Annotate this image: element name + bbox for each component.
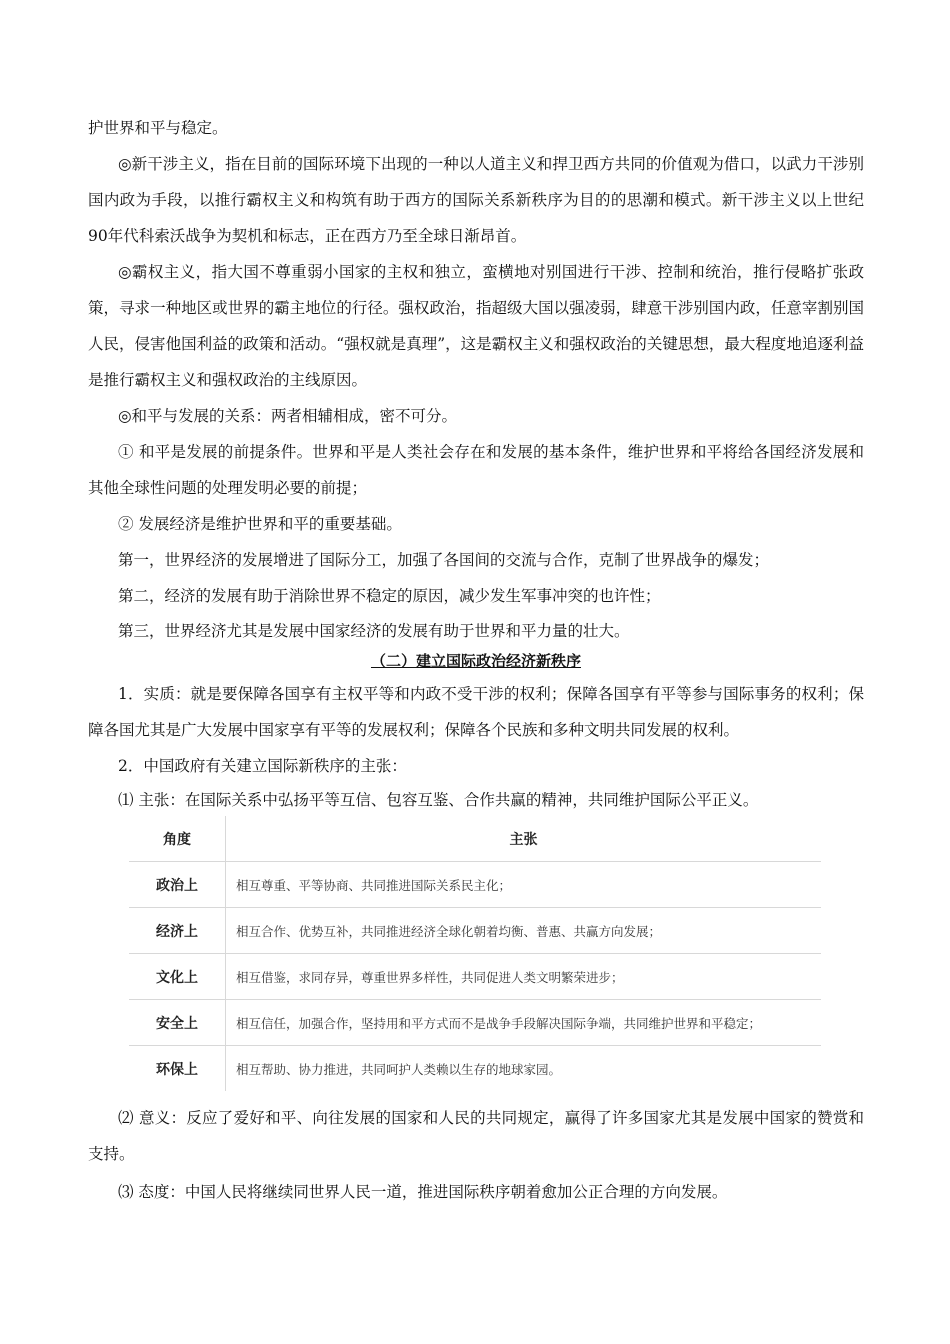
paragraph-point-1: ① 和平是发展的前提条件。世界和平是人类社会存在和发展的基本条件，维护世界和平将给各国经济发展和其他全球性问题的处理发明必要的前提；: [88, 443, 864, 497]
table-header-angle: 角度: [129, 816, 226, 862]
table-cell-claim: 相互尊重、平等协商、共同推进国际关系民主化；: [226, 862, 822, 908]
paragraph-second: 第二，经济的发展有助于消除世界不稳定的原因，减少发生军事冲突的也许性；: [118, 587, 661, 605]
paragraph-claims-title: 2．中国政府有关建立国际新秩序的主张：: [118, 757, 407, 775]
table-cell-angle: 环保上: [129, 1046, 226, 1092]
paragraph-essence: 1．实质：就是要保障各国享有主权平等和内政不受干涉的权利；保障各国享有平等参与国际事务的权利；保障各国尤其是广大发展中国家享有平等的发展权利；保障各个民族和多种文明共同发展的权利。: [88, 685, 864, 739]
paragraph-peace-development: ◎和平与发展的关系：两者相辅相成，密不可分。: [118, 407, 458, 425]
table-row: [129, 1046, 821, 1092]
paragraph-first: 第一，世界经济的发展增进了国际分工，加强了各国间的交流与合作，克制了世界战争的爆发；: [118, 551, 770, 569]
table-row: [129, 908, 821, 954]
table-header-claim: 主张: [226, 816, 822, 862]
table-header-row: [129, 816, 821, 862]
table-row: [129, 954, 821, 1000]
table-cell-claim: 相互帮助、协力推进，共同呵护人类赖以生存的地球家园。: [236, 1061, 562, 1077]
paragraph-hegemonism: ◎霸权主义，指大国不尊重弱小国家的主权和独立，蛮横地对别国进行干涉、控制和统治，推行侵略扩张政策，寻求一种地区或世界的霸主地位的行径。强权政治，指超级大国以强凌弱，肆意干涉别国内政，任意宰割别国人民，侵害他国利益的政策和活动。“强权就是真理”，这是霸权主义和强权政治的关键思想，最大程度地追逐利益是推行霸权主义和强权政治的主线原因。: [88, 263, 864, 389]
policy-table: [129, 816, 821, 1091]
paragraph-third: 第三，世界经济尤其是发展中国家经济的发展有助于世界和平力量的壮大。: [118, 622, 630, 640]
table-cell-angle: 安全上: [129, 1000, 226, 1046]
table-row: [129, 1000, 821, 1046]
table-cell-angle: 政治上: [129, 862, 226, 908]
paragraph-claims: ⑴ 主张：在国际关系中弘扬平等互信、包容互鉴、合作共赢的精神，共同维护国际公平正义。: [118, 791, 759, 809]
paragraph-continuation: 护世界和平与稳定。: [88, 119, 228, 137]
table-cell-claim: 相互信任，加强合作，坚持用和平方式而不是战争手段解决国际争端，共同维护世界和平稳定；: [226, 1000, 822, 1046]
table-row: [129, 862, 821, 908]
paragraph-attitude: ⑶ 态度：中国人民将继续同世界人民一道，推进国际秩序朝着愈加公正合理的方向发展。: [118, 1183, 728, 1201]
table-cell-angle: 文化上: [129, 954, 226, 1000]
paragraph-significance: ⑵ 意义：反应了爱好和平、向往发展的国家和人民的共同规定，赢得了许多国家尤其是发展中国家的赞赏和支持。: [88, 1109, 864, 1163]
paragraph-point-2: ② 发展经济是维护世界和平的重要基础。: [118, 515, 402, 533]
table-cell-claim: 相互合作、优势互补，共同推进经济全球化朝着均衡、普惠、共赢方向发展；: [226, 908, 822, 954]
paragraph-new-interventionism: ◎新干涉主义，指在目前的国际环境下出现的一种以人道主义和捍卫西方共同的价值观为借口，以武力干涉别国内政为手段，以推行霸权主义和构筑有助于西方的国际关系新秩序为目的的思潮和模式。新干涉主义以上世纪90年代科索沃战争为契机和标志，正在西方乃至全球日渐昂首。: [88, 155, 864, 245]
table-cell-angle: 经济上: [129, 908, 226, 954]
table-cell-claim: 相互借鉴，求同存异，尊重世界多样性，共同促进人类文明繁荣进步；: [226, 954, 822, 1000]
section-heading: （二）建立国际政治经济新秩序: [370, 652, 581, 670]
